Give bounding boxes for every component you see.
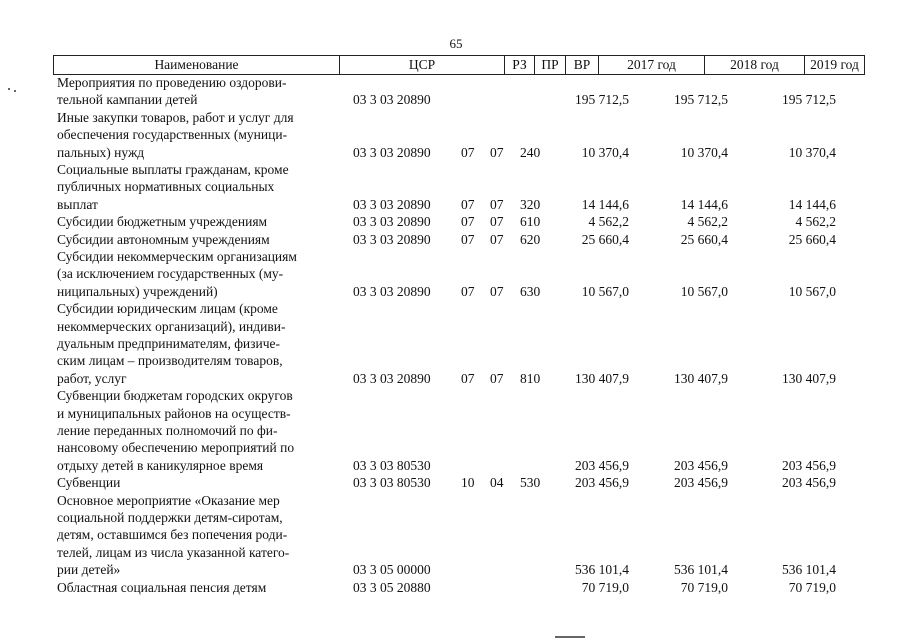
row-csr: 03 3 03 20890 xyxy=(353,283,431,299)
row-value-2019: 10 370,4 xyxy=(788,144,836,160)
row-rz: 10 xyxy=(461,475,475,491)
row-name-line: Субсидии юридическим лицам (кроме xyxy=(57,301,278,317)
header-2017: 2017 год xyxy=(599,56,705,74)
row-name-line: ским лицам – производителям товаров, xyxy=(57,353,283,369)
row-name xyxy=(57,231,339,248)
row-name-line: Иные закупки товаров, работ и услуг для xyxy=(57,109,294,125)
row-value-2017: 70 719,0 xyxy=(581,579,629,595)
row-rz: 07 xyxy=(461,196,475,212)
row-csr: 03 3 03 80530 xyxy=(353,475,431,491)
row-pr: 07 xyxy=(490,231,504,247)
row-value-2019: 14 144,6 xyxy=(788,196,836,212)
row-value-2019: 70 719,0 xyxy=(788,579,836,595)
row-value-2017: 4 562,2 xyxy=(588,214,629,230)
row-name-line: ление переданных полномочий по фи- xyxy=(57,423,278,438)
row-name xyxy=(57,213,339,230)
scan-line xyxy=(555,636,585,638)
row-value-2017: 10 370,4 xyxy=(581,144,629,160)
row-vr: 240 xyxy=(520,144,541,160)
scan-speck xyxy=(8,88,10,90)
row-csr: 03 3 03 20890 xyxy=(353,370,431,386)
header-rz: РЗ xyxy=(505,56,535,74)
row-csr: 03 3 03 20890 xyxy=(353,92,431,108)
row-vr: 530 xyxy=(520,475,541,491)
row-value-2019: 10 567,0 xyxy=(788,283,836,299)
row-name-line: Основное мероприятие «Оказание мер xyxy=(57,492,280,508)
row-name-line: социальной поддержки детям-сиротам, xyxy=(57,510,283,525)
table-row xyxy=(0,579,905,596)
row-csr: 03 3 03 20890 xyxy=(353,231,431,247)
row-vr: 320 xyxy=(520,196,541,212)
row-name-line: некоммерческих организаций), индиви- xyxy=(57,318,286,334)
row-value-2017: 195 712,5 xyxy=(575,92,629,108)
row-rz: 07 xyxy=(461,370,475,386)
header-csr: ЦСР xyxy=(340,56,505,74)
row-csr: 03 3 03 80530 xyxy=(353,457,431,473)
row-name-line: детям, оставшимся без попечения роди- xyxy=(57,527,288,543)
row-name-line: (за исключением государственных (му- xyxy=(57,266,284,282)
row-name-line: Социальные выплаты гражданам, кроме xyxy=(57,162,289,177)
row-name-line: отдыху детей в каникулярное время xyxy=(57,457,264,473)
row-name-line: Субсидии бюджетным учреждениям xyxy=(57,214,268,230)
row-name xyxy=(57,300,339,387)
header-name: Наименование xyxy=(54,56,340,74)
row-rz: 07 xyxy=(461,231,475,247)
row-value-2017: 10 567,0 xyxy=(581,283,629,299)
row-name-line: рии детей» xyxy=(57,562,121,578)
row-name-line: Субвенции бюджетам городских округов xyxy=(57,388,293,404)
row-name-line: Мероприятия по проведению оздорови- xyxy=(57,75,287,90)
row-pr: 04 xyxy=(490,475,504,491)
row-name-line: тельной кампании детей xyxy=(57,92,198,108)
row-name-line: выплат xyxy=(57,196,98,212)
row-value-2017: 203 456,9 xyxy=(575,475,629,491)
row-name-line: Областная социальная пенсия детям xyxy=(57,579,267,595)
row-name xyxy=(57,161,339,213)
row-name xyxy=(57,387,339,474)
row-value-2018: 130 407,9 xyxy=(674,370,728,386)
row-csr: 03 3 05 20880 xyxy=(353,579,431,595)
row-name-line: телей, лицам из числа указанной катего- xyxy=(57,544,290,560)
row-csr: 03 3 03 20890 xyxy=(353,196,431,212)
row-value-2019: 4 562,2 xyxy=(795,214,836,230)
row-value-2018: 70 719,0 xyxy=(680,579,728,595)
row-name xyxy=(57,492,339,579)
row-name xyxy=(57,579,339,596)
header-2019: 2019 год xyxy=(810,57,859,72)
row-value-2017: 203 456,9 xyxy=(575,457,629,473)
row-name-line: дуальным предпринимателям, физиче- xyxy=(57,336,280,351)
row-name-line: ниципальных) учреждений) xyxy=(57,283,218,299)
table-row xyxy=(0,231,905,248)
header-vr: ВР xyxy=(566,56,599,74)
row-vr: 810 xyxy=(520,370,541,386)
row-name-line: и муниципальных районов на осуществ- xyxy=(57,405,291,421)
row-rz: 07 xyxy=(461,144,475,160)
row-csr: 03 3 03 20890 xyxy=(353,214,431,230)
row-value-2018: 195 712,5 xyxy=(674,92,728,108)
row-value-2017: 130 407,9 xyxy=(575,370,629,386)
row-name-line: обеспечения государственных (муници- xyxy=(57,127,288,143)
row-value-2019: 203 456,9 xyxy=(782,475,836,491)
row-value-2018: 4 562,2 xyxy=(687,214,728,230)
table-row xyxy=(0,248,905,300)
row-pr: 07 xyxy=(490,283,504,299)
row-value-2018: 10 370,4 xyxy=(680,144,728,160)
row-vr: 620 xyxy=(520,231,541,247)
row-value-2019: 536 101,4 xyxy=(782,562,836,578)
row-pr: 07 xyxy=(490,370,504,386)
table-row xyxy=(0,161,905,213)
row-pr: 07 xyxy=(490,196,504,212)
row-pr: 07 xyxy=(490,144,504,160)
table-header xyxy=(53,55,865,75)
row-value-2018: 14 144,6 xyxy=(680,196,728,212)
row-value-2019: 130 407,9 xyxy=(782,370,836,386)
row-name-line: нансовому обеспечению мероприятий по xyxy=(57,440,295,456)
row-value-2017: 536 101,4 xyxy=(575,562,629,578)
scan-speck xyxy=(14,90,16,92)
row-rz: 07 xyxy=(461,214,475,230)
row-value-2017: 25 660,4 xyxy=(581,231,629,247)
table-row xyxy=(0,109,905,161)
row-name xyxy=(57,474,339,491)
row-value-2017: 14 144,6 xyxy=(581,196,629,212)
row-name-line: Субсидии некоммерческим организациям xyxy=(57,249,297,264)
row-value-2018: 203 456,9 xyxy=(674,457,728,473)
row-value-2018: 10 567,0 xyxy=(680,283,728,299)
row-value-2019: 203 456,9 xyxy=(782,457,836,473)
row-name-line: работ, услуг xyxy=(57,370,127,386)
row-value-2019: 25 660,4 xyxy=(788,231,836,247)
row-name xyxy=(57,74,339,109)
header-pr: ПР xyxy=(535,56,566,74)
row-value-2018: 536 101,4 xyxy=(674,562,728,578)
row-name-line: Субвенции xyxy=(57,475,121,491)
row-value-2018: 203 456,9 xyxy=(674,475,728,491)
row-name-line: пальных) нужд xyxy=(57,144,145,160)
row-name-line: публичных нормативных социальных xyxy=(57,179,275,195)
table-row xyxy=(0,74,905,109)
row-value-2018: 25 660,4 xyxy=(680,231,728,247)
table-row xyxy=(0,492,905,579)
row-name xyxy=(57,248,339,300)
row-rz: 07 xyxy=(461,283,475,299)
page-number: 65 xyxy=(449,36,463,51)
row-value-2019: 195 712,5 xyxy=(782,92,836,108)
row-csr: 03 3 05 00000 xyxy=(353,562,431,578)
row-name-line: Субсидии автономным учреждениям xyxy=(57,231,270,247)
row-vr: 610 xyxy=(520,214,541,230)
table-row xyxy=(0,474,905,491)
row-pr: 07 xyxy=(490,214,504,230)
table-row xyxy=(0,213,905,230)
row-vr: 630 xyxy=(520,283,541,299)
row-csr: 03 3 03 20890 xyxy=(353,144,431,160)
table-row xyxy=(0,387,905,474)
table-row xyxy=(0,300,905,387)
header-2018: 2018 год xyxy=(705,56,805,74)
row-name xyxy=(57,109,339,161)
